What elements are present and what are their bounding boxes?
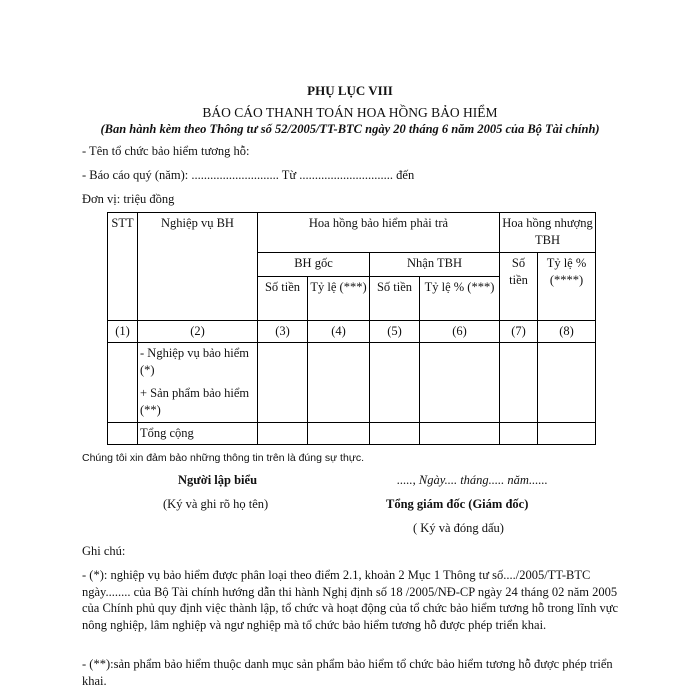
table-cell [308,343,370,423]
preparer-note: (Ký và ghi rõ họ tên) [163,497,269,511]
col-number: (3) [258,321,308,343]
table-row-total [108,423,596,445]
header-ty-le-2: Tỷ lệ % (***) [420,277,500,321]
notes-heading: Ghi chú: [82,544,126,558]
table-cell [370,423,420,445]
note-1: - (*): nghiệp vụ bảo hiểm được phân loại theo điểm 2.1, khoản 2 Mục 1 Thông tư số..../2005/TT-BTC ngày........ của Bộ Tài chính hướng dẫn thi hành Nghị định số 18 /2005/NĐ-CP ngày 24 tháng 02 năm 2005 của Chính phủ quy định việc thành lập, tổ chức và hoạt động của tổ chức bảo hiểm tương hỗ trong lĩnh vực nông nghiệp, lâm nghiệp và ngư nghiệp mà tổ chức bảo hiểm tương hỗ được phép triển khai. [82,568,619,632]
header-ty-le-1: Tỷ lệ (***) [308,277,370,321]
header-so-tien-2: Số tiền [370,277,420,321]
note-2: - (**):sản phẩm bảo hiểm thuộc danh mục sản phẩm bảo hiểm tổ chức bảo hiểm tương hỗ được phép triển khai. [82,657,613,688]
header-stt: STT [108,213,138,321]
table-cell [370,343,420,423]
table-cell [108,423,138,445]
org-name-field: - Tên tổ chức bảo hiểm tương hỗ: [82,144,250,158]
table-header-row-1 [108,213,596,253]
col-number: (2) [138,321,258,343]
col-number: (7) [500,321,538,343]
commitment-statement: Chúng tôi xin đảm bảo những thông tin trên là đúng sự thực. [82,452,365,464]
header-nghiep-vu: Nghiệp vụ BH [138,213,258,321]
document-title: BÁO CÁO THANH TOÁN HOA HỒNG BẢO HIỂM [202,105,498,120]
header-bh-goc: BH gốc [258,253,370,277]
commission-report-table [107,212,596,445]
row-tong-cong-label: Tổng cộng [138,423,258,445]
row-nghiep-vu-label: - Nghiệp vụ bảo hiểm (*) [140,346,250,377]
col-number: (4) [308,321,370,343]
header-so-tien-1: Số tiền [258,277,308,321]
header-nhan-tbh: Nhận TBH [370,253,500,277]
director-note: ( Ký và đóng dấu) [413,521,504,535]
row-san-pham-label: + Sản phẩm bảo hiểm (**) [140,386,250,417]
table-cell [538,343,596,423]
col-number: (1) [108,321,138,343]
report-period-field: - Báo cáo quý (năm): ............................ Từ .............................. đến [82,168,415,182]
table-cell [308,423,370,445]
col-number: (5) [370,321,420,343]
table-row [108,343,596,423]
director-title: Tổng giám đốc (Giám đốc) [386,497,529,511]
table-cell [500,343,538,423]
document-subtitle: (Ban hành kèm theo Thông tư số 52/2005/TT-BTC ngày 20 tháng 6 năm 2005 của Bộ Tài chính) [100,122,600,136]
table-cell [538,423,596,445]
table-cell [258,423,308,445]
table-cell [138,343,258,423]
table-cell [420,343,500,423]
header-ty-le-3: Tỷ lệ % (****) [538,253,596,321]
col-number: (8) [538,321,596,343]
table-cell [108,343,138,423]
table-cell [420,423,500,445]
header-hoa-hong-nhuong: Hoa hồng nhượng TBH [500,213,596,253]
table-cell [258,343,308,423]
appendix-label: PHỤ LỤC VIII [307,83,393,98]
header-hoa-hong-phai-tra: Hoa hồng bảo hiểm phải trả [258,213,500,253]
header-so-tien-3: Số tiền [500,253,538,321]
preparer-title: Người lập biểu [178,473,258,487]
unit-label: Đơn vị: triệu đồng [82,192,175,206]
column-number-row [108,321,596,343]
col-number: (6) [420,321,500,343]
table-cell [500,423,538,445]
date-line: ....., Ngày.... tháng..... năm...... [397,473,548,487]
